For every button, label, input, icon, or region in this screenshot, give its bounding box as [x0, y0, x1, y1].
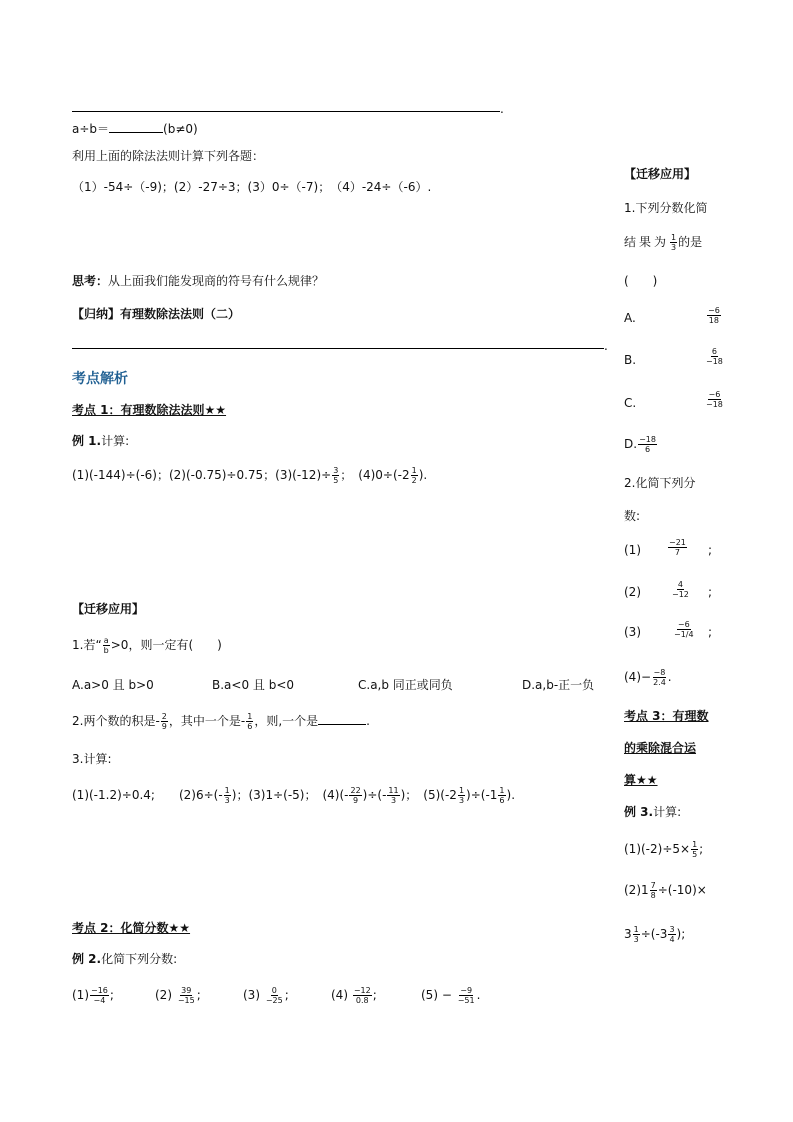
ex2-item-label: (3): [243, 988, 260, 1002]
q2-frac1-num: 2: [161, 712, 167, 721]
think-text: 从上面我们能发现商的符号有什么规律？: [108, 274, 325, 288]
right-q2-item: [624, 668, 672, 687]
right-option-b-num: 6: [711, 347, 717, 356]
think-label: 思考：: [72, 274, 109, 288]
q3-frac4-den: 3: [458, 796, 465, 805]
ex3-frac: [668, 925, 675, 944]
q3-frac2-den: 9: [353, 796, 359, 805]
right-q2-frac-num: −6: [677, 620, 690, 629]
right-option-d-den: 6: [644, 445, 651, 454]
q1: [72, 636, 222, 655]
right-q2-item-tail: ;: [708, 585, 713, 599]
right-q2-frac-den: −12: [672, 590, 689, 599]
q3-items: [72, 786, 515, 805]
ex3-frac: [691, 840, 698, 859]
ex2-item-label: (4): [331, 988, 348, 1002]
right-q2-item-frac: [652, 668, 667, 687]
q3-frac1: [224, 786, 231, 805]
right-q2-item-frac: [671, 580, 690, 599]
q3-part: )；(3)1÷(-5)； (4)(-: [231, 788, 349, 802]
ex1-frac-b-num: 1: [411, 466, 417, 475]
right-q1-frac-num: 1: [671, 233, 677, 242]
q2-frac2-num: 1: [247, 712, 253, 721]
example3-item2-line1: [624, 881, 707, 900]
summary-answer-line: [72, 348, 604, 349]
right-q2-item-tail: ;: [708, 625, 713, 639]
q3-frac2-num: 22: [350, 786, 361, 795]
example3-item1: [624, 840, 703, 859]
ex2-frac-den: −4: [93, 996, 106, 1005]
summary-heading: 【归纳】有理数除法法则（二）: [72, 307, 241, 321]
example3-label: 例 3.: [624, 805, 654, 819]
example2-item: [421, 986, 480, 1005]
ex3-frac: [650, 881, 657, 900]
q1-option-c[interactable]: C.a,b 同正或同负: [358, 678, 453, 692]
think-prompt: [72, 272, 324, 289]
use-rule-text: 利用上面的除法法则计算下列各题：: [72, 149, 265, 163]
right-option-d-num: −18: [639, 435, 656, 444]
right-transfer-heading: 【迁移应用】: [624, 167, 697, 181]
right-q2-frac-den: 7: [674, 548, 680, 557]
right-q1-post: 的是: [678, 235, 703, 249]
point2-heading: 考点 2：化简分数★★: [72, 921, 191, 935]
analysis-heading: 考点解析: [72, 371, 128, 387]
ex2-item-label: (5) −: [421, 988, 452, 1002]
ex2-frac-num: −16: [91, 986, 108, 995]
right-option-b-label[interactable]: B.: [624, 353, 637, 367]
example2-label: 例 2.: [72, 952, 102, 966]
right-q2-item-frac: [673, 620, 695, 639]
example2-text: 化简下列分数:: [101, 952, 178, 966]
example2-item: [72, 986, 114, 1005]
right-q2-frac-den: 2.4: [653, 678, 666, 687]
ex3-frac-num: 3: [669, 925, 675, 934]
right-q2-frac-num: 4: [677, 580, 683, 589]
ex2-frac: [177, 986, 196, 1005]
right-q1-frac: [670, 233, 677, 252]
ex3-part: 3: [624, 927, 632, 941]
ex2-frac-num: 39: [181, 986, 192, 995]
ex2-frac: [353, 986, 372, 1005]
ex2-item-tail: ;: [196, 988, 201, 1002]
q2: [72, 712, 370, 731]
ex1-frac-b-den: 2: [411, 476, 417, 485]
ex1-part: ； (4)0÷(-2: [340, 468, 410, 482]
q1-option-b[interactable]: B.a<0 且 b<0: [212, 678, 295, 692]
division-rule-blank[interactable]: [109, 122, 163, 133]
right-q2-item-frac: [668, 538, 687, 557]
ex3-frac-num: 1: [692, 840, 698, 849]
q3-part: ).: [506, 788, 516, 802]
right-q2-item-label: (4)−: [624, 670, 652, 684]
right-q2-item-label: (1): [624, 543, 641, 557]
q2-frac2: [246, 712, 253, 731]
right-q1-line1: 1.下列分数化简: [624, 201, 708, 215]
q3-frac1-den: 3: [224, 796, 230, 805]
ex2-frac: [265, 986, 284, 1005]
right-q1-pre: 结果为: [624, 235, 670, 249]
right-option-c-frac: [705, 390, 724, 409]
q2-mid: ，其中一个是-: [168, 714, 246, 728]
ex2-frac-den: 0.8: [355, 996, 369, 1005]
q1-option-d[interactable]: D.a,b-正一负: [522, 678, 595, 692]
ex2-item-tail: ;: [109, 988, 114, 1002]
q2-frac1-den: 9: [161, 722, 167, 731]
right-option-c-label[interactable]: C.: [624, 396, 637, 410]
ex2-frac-den: −51: [457, 996, 475, 1005]
right-q2-item-label: (2): [624, 585, 641, 599]
right-q1-line2: [624, 233, 702, 252]
example1-items: [72, 466, 427, 485]
right-q2-item-label: (3): [624, 625, 641, 639]
q3-frac3: [387, 786, 399, 805]
right-option-d-frac: [638, 435, 657, 454]
top-answer-line: [72, 111, 500, 112]
ex2-frac-den: −15: [177, 996, 195, 1005]
right-q2-frac-den: −1/4: [674, 630, 694, 639]
summary-line-dot: .: [604, 339, 608, 353]
ex3-part: (2)1: [624, 883, 649, 897]
ex3-frac-den: 5: [692, 850, 698, 859]
ex1-frac-a-num: 3: [333, 466, 339, 475]
ex3-part: (1)(-2)÷5×: [624, 842, 691, 856]
q3-part: )÷(-1: [466, 788, 498, 802]
right-option-b-den: −18: [706, 357, 723, 366]
example2-item: [243, 986, 289, 1005]
ex3-frac-den: 4: [669, 935, 675, 944]
right-q2-line2: 数:: [624, 509, 641, 523]
q3-frac4: [458, 786, 465, 805]
q3-frac3-den: 3: [390, 796, 397, 805]
ex3-frac: [633, 925, 640, 944]
q3-part: )÷(-: [362, 788, 387, 802]
right-option-c-num: −6: [708, 390, 721, 399]
ex3-part: );: [676, 927, 686, 941]
q2-pre: 2.两个数的积是-: [72, 714, 160, 728]
right-option-d-label: D.: [624, 437, 638, 451]
right-option-d[interactable]: [624, 435, 658, 454]
ex2-frac-num: −9: [460, 986, 473, 995]
ex1-frac-a-den: 5: [333, 476, 339, 485]
example1: [72, 432, 129, 449]
example2-item: [331, 986, 377, 1005]
top-line-dot: .: [500, 102, 504, 116]
q2-post: ，则,一个是: [254, 714, 319, 728]
q3-part: (1)(-1.2)÷0.4; (2)6÷(-: [72, 788, 223, 802]
example3: [624, 803, 681, 820]
right-q2-line1: 2.化简下列分: [624, 476, 696, 490]
q1-frac: [103, 636, 110, 655]
ex3-part: ;: [699, 842, 704, 856]
q2-frac1: [161, 712, 168, 731]
q3-frac5: [498, 786, 505, 805]
q3-frac5-den: 6: [499, 796, 505, 805]
q3-label: 3.计算:: [72, 752, 112, 766]
q3-frac2: [349, 786, 361, 805]
right-q2-item-tail: .: [667, 670, 672, 684]
q3-part: )； (5)(-2: [400, 788, 457, 802]
ex1-part: ).: [418, 468, 428, 482]
ex2-frac: [90, 986, 109, 1005]
right-q2-frac-num: −8: [653, 668, 666, 677]
transfer1-heading: 【迁移应用】: [72, 602, 145, 616]
example1-label: 例 1.: [72, 434, 102, 448]
right-option-a-label[interactable]: A.: [624, 311, 636, 325]
ex3-frac-den: 3: [633, 935, 639, 944]
q3-frac1-num: 1: [224, 786, 230, 795]
example2: [72, 950, 177, 967]
ex2-item-tail: ;: [372, 988, 377, 1002]
q2-end: .: [366, 714, 370, 728]
q3-frac4-num: 1: [458, 786, 465, 795]
ex3-frac-num: 1: [633, 925, 639, 934]
ex3-part: ÷(-3: [640, 927, 668, 941]
ex1-part: (1)(-144)÷(-6)；(2)(-0.75)÷0.75；(3)(-12)÷: [72, 468, 332, 482]
ex2-item-label: (2): [155, 988, 172, 1002]
q2-frac2-den: 6: [247, 722, 253, 731]
ex2-item-tail: .: [476, 988, 481, 1002]
example1-text: 计算:: [101, 434, 130, 448]
point3-line2: 的乘除混合运: [624, 741, 697, 755]
ex3-frac-den: 8: [650, 891, 656, 900]
exercise-list: （1）-54÷（-9)；(2）-27÷3；(3）0÷（-7)； （4）-24÷（-6）.: [72, 180, 432, 194]
right-q1-paren[interactable]: ( ): [624, 274, 658, 288]
right-option-a-num: −6: [708, 306, 720, 315]
ex3-part: ÷(-10)×: [657, 883, 707, 897]
ex3-frac-num: 7: [650, 881, 656, 890]
q1-option-a[interactable]: A.a>0 且 b>0: [72, 678, 154, 692]
ex2-frac-den: −25: [265, 996, 283, 1005]
ex2-frac-num: −12: [353, 986, 371, 995]
right-option-b-frac: [705, 347, 724, 366]
point1-heading: 考点 1：有理数除法法则★★: [72, 403, 227, 417]
example3-text: 计算:: [653, 805, 682, 819]
right-q2-item-tail: ;: [708, 543, 713, 557]
ex2-item-tail: ;: [284, 988, 289, 1002]
example3-item2-line2: [624, 925, 685, 944]
division-rule: [72, 120, 198, 137]
right-option-a-den: 18: [708, 316, 719, 325]
ex2-frac: [457, 986, 476, 1005]
q1-pre: 1.若“: [72, 638, 102, 652]
q1-frac-num: a: [103, 636, 109, 645]
right-option-c-den: −18: [706, 400, 723, 409]
division-rule-cond: (b≠0): [163, 122, 198, 136]
point3-line1: 考点 3：有理数: [624, 709, 709, 723]
ex1-frac-a: [332, 466, 339, 485]
point3-line3: 算★★: [624, 773, 658, 787]
example2-item: [155, 986, 201, 1005]
ex2-frac-num: 0: [271, 986, 277, 995]
right-q2-frac-num: −21: [669, 538, 686, 547]
ex2-item-label: (1): [72, 988, 89, 1002]
ex1-frac-b: [411, 466, 418, 485]
q3-frac3-num: 11: [388, 786, 399, 795]
q1-frac-den: b: [103, 646, 109, 655]
right-option-a-frac: [707, 306, 721, 325]
q2-answer-blank[interactable]: [318, 714, 366, 725]
division-rule-text: a÷b＝: [72, 122, 110, 136]
q1-post: >0，则一定有( ): [110, 638, 222, 652]
q3-frac5-num: 1: [499, 786, 505, 795]
right-q1-frac-den: 3: [671, 243, 677, 252]
